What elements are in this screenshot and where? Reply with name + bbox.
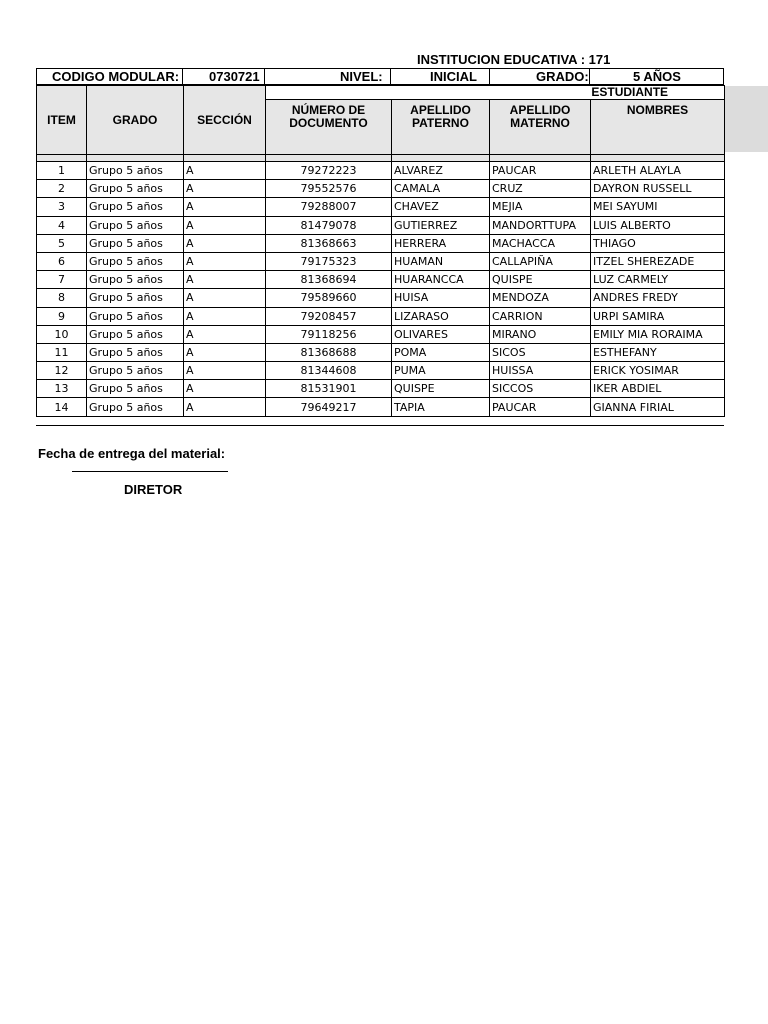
table-row bbox=[37, 325, 725, 343]
nivel-label: NIVEL: bbox=[340, 69, 383, 84]
cell-paterno: LIZARASO bbox=[392, 307, 490, 325]
cell-materno: MANDORTTUPA bbox=[490, 216, 591, 234]
cell-paterno: GUTIERREZ bbox=[392, 216, 490, 234]
cell-nombres: ARLETH ALAYLA bbox=[591, 162, 725, 180]
cell-seccion: A bbox=[184, 271, 266, 289]
cell-seccion: A bbox=[184, 343, 266, 361]
table-row bbox=[37, 380, 725, 398]
cell-paterno: HERRERA bbox=[392, 234, 490, 252]
cell-seccion: A bbox=[184, 380, 266, 398]
cell-item: 7 bbox=[37, 271, 87, 289]
cell-grado: Grupo 5 años bbox=[87, 234, 184, 252]
spacer-cell bbox=[392, 155, 490, 162]
cell-nombres: DAYRON RUSSELL bbox=[591, 180, 725, 198]
cell-nombres: URPI SAMIRA bbox=[591, 307, 725, 325]
table-row bbox=[37, 252, 725, 270]
divider bbox=[489, 69, 490, 84]
cell-documento: 81344608 bbox=[266, 362, 392, 380]
student-rows bbox=[37, 162, 725, 417]
cell-materno: QUISPE bbox=[490, 271, 591, 289]
cell-grado: Grupo 5 años bbox=[87, 362, 184, 380]
cell-nombres: LUZ CARMELY bbox=[591, 271, 725, 289]
cell-grado: Grupo 5 años bbox=[87, 289, 184, 307]
table-row bbox=[37, 234, 725, 252]
divider bbox=[589, 69, 590, 84]
spacer-cell bbox=[87, 155, 184, 162]
divider bbox=[264, 69, 265, 84]
col-header-materno-line2: MATERNO bbox=[510, 116, 570, 130]
cell-item: 11 bbox=[37, 343, 87, 361]
cell-paterno: OLIVARES bbox=[392, 325, 490, 343]
cell-item: 10 bbox=[37, 325, 87, 343]
cell-documento: 81368663 bbox=[266, 234, 392, 252]
table-row bbox=[37, 271, 725, 289]
cell-item: 1 bbox=[37, 162, 87, 180]
cell-materno: SICCOS bbox=[490, 380, 591, 398]
table-row bbox=[37, 289, 725, 307]
cell-item: 3 bbox=[37, 198, 87, 216]
col-group-estudiante: ESTUDIANTE bbox=[266, 86, 725, 100]
col-header-documento-line2: DOCUMENTO bbox=[289, 116, 368, 130]
cell-grado: Grupo 5 años bbox=[87, 325, 184, 343]
cell-nombres: ESTHEFANY bbox=[591, 343, 725, 361]
cell-paterno: PUMA bbox=[392, 362, 490, 380]
cell-materno: CALLAPIÑA bbox=[490, 252, 591, 270]
cell-grado: Grupo 5 años bbox=[87, 162, 184, 180]
col-header-item: ITEM bbox=[37, 86, 87, 155]
col-header-documento bbox=[266, 100, 392, 155]
cell-documento: 81479078 bbox=[266, 216, 392, 234]
grado-value: 5 AÑOS bbox=[633, 69, 681, 84]
cell-seccion: A bbox=[184, 234, 266, 252]
cell-seccion: A bbox=[184, 162, 266, 180]
spacer-cell bbox=[591, 155, 725, 162]
cell-paterno: TAPIA bbox=[392, 398, 490, 416]
cell-nombres: THIAGO bbox=[591, 234, 725, 252]
cell-grado: Grupo 5 años bbox=[87, 180, 184, 198]
cell-materno: MEJIA bbox=[490, 198, 591, 216]
table-row bbox=[37, 343, 725, 361]
cell-seccion: A bbox=[184, 307, 266, 325]
table-row bbox=[37, 307, 725, 325]
cell-materno: PAUCAR bbox=[490, 162, 591, 180]
cell-paterno: POMA bbox=[392, 343, 490, 361]
table-row bbox=[37, 198, 725, 216]
cell-paterno: ALVAREZ bbox=[392, 162, 490, 180]
cell-paterno: HUARANCCA bbox=[392, 271, 490, 289]
cell-paterno: HUISA bbox=[392, 289, 490, 307]
col-header-materno-line1: APELLIDO bbox=[509, 103, 571, 117]
table-row bbox=[37, 398, 725, 416]
cell-documento: 81531901 bbox=[266, 380, 392, 398]
director-label: DIRETOR bbox=[124, 482, 183, 497]
cell-materno: MIRANO bbox=[490, 325, 591, 343]
cell-paterno: QUISPE bbox=[392, 380, 490, 398]
cell-documento: 79552576 bbox=[266, 180, 392, 198]
col-header-paterno-line2: PATERNO bbox=[412, 116, 469, 130]
institution-title: INSTITUCION EDUCATIVA : 171 bbox=[417, 52, 611, 67]
grado-label: GRADO: bbox=[536, 69, 589, 84]
cell-seccion: A bbox=[184, 198, 266, 216]
cell-seccion: A bbox=[184, 398, 266, 416]
col-header-paterno-line1: APELLIDO bbox=[410, 103, 471, 117]
table-row bbox=[37, 362, 725, 380]
cell-documento: 79272223 bbox=[266, 162, 392, 180]
cell-materno: MACHACCA bbox=[490, 234, 591, 252]
divider bbox=[390, 69, 391, 84]
table-row bbox=[37, 216, 725, 234]
table-row bbox=[37, 162, 725, 180]
signature-line bbox=[72, 471, 228, 472]
cell-item: 12 bbox=[37, 362, 87, 380]
cell-paterno: HUAMAN bbox=[392, 252, 490, 270]
cell-nombres: MEI SAYUMI bbox=[591, 198, 725, 216]
cell-item: 6 bbox=[37, 252, 87, 270]
cell-grado: Grupo 5 años bbox=[87, 398, 184, 416]
cell-item: 9 bbox=[37, 307, 87, 325]
divider bbox=[182, 69, 183, 84]
table-row bbox=[37, 180, 725, 198]
cell-paterno: CHAVEZ bbox=[392, 198, 490, 216]
cell-documento: 79589660 bbox=[266, 289, 392, 307]
info-row bbox=[36, 68, 724, 85]
cell-materno: HUISSA bbox=[490, 362, 591, 380]
cell-grado: Grupo 5 años bbox=[87, 216, 184, 234]
cell-grado: Grupo 5 años bbox=[87, 252, 184, 270]
col-header-paterno bbox=[392, 100, 490, 155]
cell-documento: 79649217 bbox=[266, 398, 392, 416]
cell-seccion: A bbox=[184, 362, 266, 380]
codigo-value: 0730721 bbox=[209, 69, 260, 84]
col-header-grado: GRADO bbox=[87, 86, 184, 155]
cell-grado: Grupo 5 años bbox=[87, 343, 184, 361]
cell-grado: Grupo 5 años bbox=[87, 380, 184, 398]
cell-documento: 81368694 bbox=[266, 271, 392, 289]
cell-nombres: IKER ABDIEL bbox=[591, 380, 725, 398]
cell-item: 5 bbox=[37, 234, 87, 252]
cell-seccion: A bbox=[184, 289, 266, 307]
cell-item: 14 bbox=[37, 398, 87, 416]
cell-seccion: A bbox=[184, 252, 266, 270]
cell-documento: 79175323 bbox=[266, 252, 392, 270]
cell-documento: 81368688 bbox=[266, 343, 392, 361]
codigo-label: CODIGO MODULAR: bbox=[52, 69, 180, 84]
cell-nombres: GIANNA FIRIAL bbox=[591, 398, 725, 416]
spacer-cell bbox=[37, 155, 87, 162]
cell-item: 4 bbox=[37, 216, 87, 234]
cell-item: 2 bbox=[37, 180, 87, 198]
cell-materno: CRUZ bbox=[490, 180, 591, 198]
cell-nombres: ITZEL SHEREZADE bbox=[591, 252, 725, 270]
cell-grado: Grupo 5 años bbox=[87, 198, 184, 216]
cell-seccion: A bbox=[184, 180, 266, 198]
cell-item: 8 bbox=[37, 289, 87, 307]
spacer-cell bbox=[490, 155, 591, 162]
cell-materno: CARRION bbox=[490, 307, 591, 325]
spacer-cell bbox=[266, 155, 392, 162]
col-header-seccion: SECCIÓN bbox=[184, 86, 266, 155]
nivel-value: INICIAL bbox=[430, 69, 477, 84]
cell-nombres: LUIS ALBERTO bbox=[591, 216, 725, 234]
cell-documento: 79118256 bbox=[266, 325, 392, 343]
cell-seccion: A bbox=[184, 325, 266, 343]
cell-nombres: EMILY MIA RORAIMA bbox=[591, 325, 725, 343]
cell-paterno: CAMALA bbox=[392, 180, 490, 198]
col-header-materno bbox=[490, 100, 591, 155]
student-table bbox=[36, 85, 725, 417]
cell-materno: SICOS bbox=[490, 343, 591, 361]
cell-nombres: ANDRES FREDY bbox=[591, 289, 725, 307]
cell-nombres: ERICK YOSIMAR bbox=[591, 362, 725, 380]
cell-grado: Grupo 5 años bbox=[87, 307, 184, 325]
cell-documento: 79208457 bbox=[266, 307, 392, 325]
gray-side-tab bbox=[724, 86, 768, 152]
col-header-nombres: NOMBRES bbox=[591, 100, 725, 155]
cell-item: 13 bbox=[37, 380, 87, 398]
cell-documento: 79288007 bbox=[266, 198, 392, 216]
spacer-cell bbox=[184, 155, 266, 162]
fecha-entrega-label: Fecha de entrega del material: bbox=[38, 446, 226, 461]
cell-materno: MENDOZA bbox=[490, 289, 591, 307]
cell-materno: PAUCAR bbox=[490, 398, 591, 416]
cell-seccion: A bbox=[184, 216, 266, 234]
separator-line bbox=[36, 425, 724, 426]
cell-grado: Grupo 5 años bbox=[87, 271, 184, 289]
col-header-documento-line1: NÚMERO DE bbox=[291, 103, 366, 117]
